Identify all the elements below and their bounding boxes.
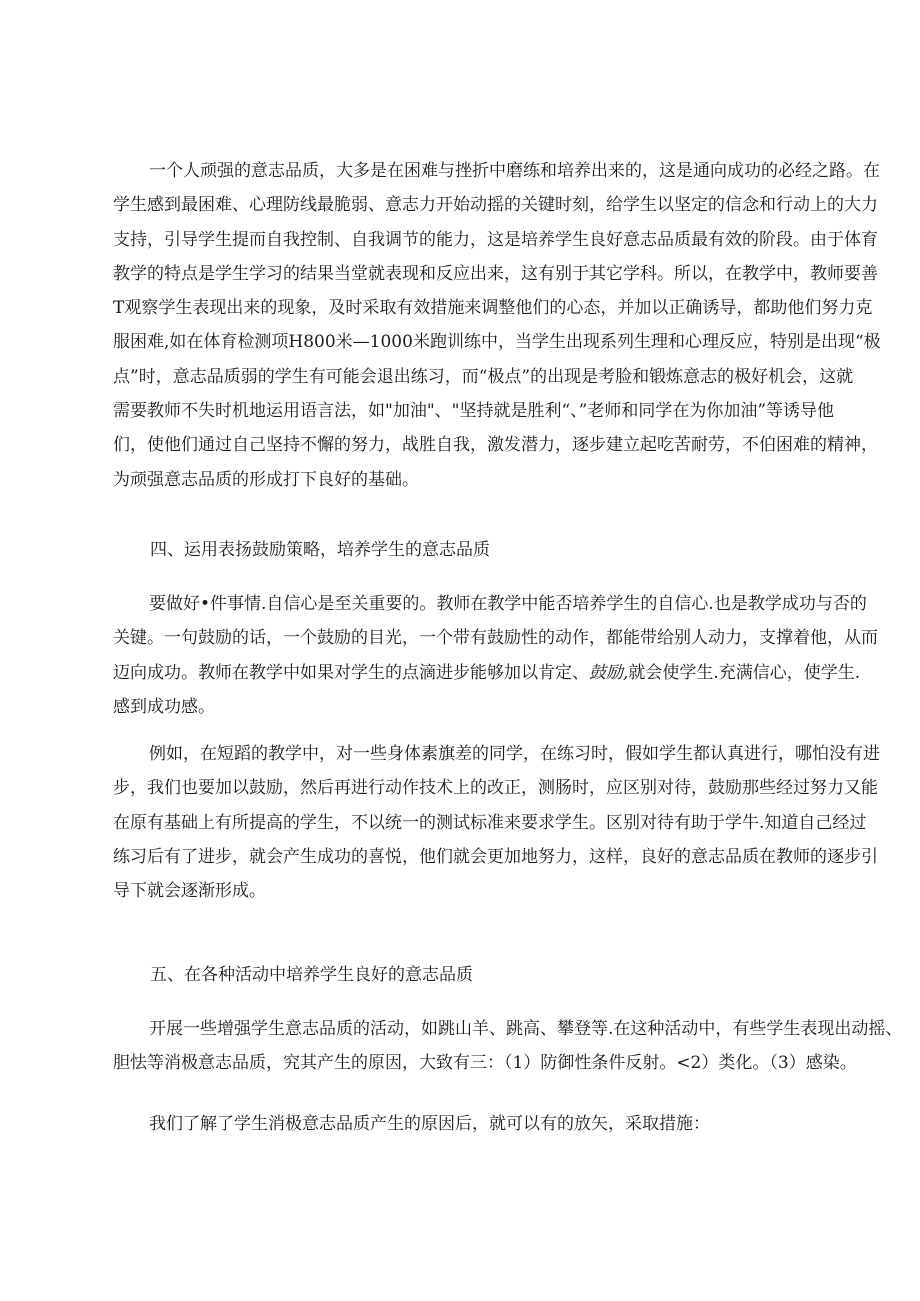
text-line-with-emphasis (113, 656, 861, 690)
paragraph-encouragement (113, 587, 878, 724)
text-line: 关键。一句鼓励的话，一个鼓励的目光，一个带有鼓励性的动作，都能带给别人动力，支撑着他，从而 (113, 628, 878, 649)
text-line: 我们了解了学生消极意志品质产生的原因后，就可以有的放矢，采取措施： (149, 1114, 710, 1134)
text-line: 感到成功感。 (113, 696, 215, 717)
paragraph-measures (113, 1107, 813, 1141)
paragraph-example-sprint (113, 737, 880, 908)
text-line: 在原有基础上有所提高的学生，不以统一的测试标准来要求学生。区别对待有助于学牛.知道自己经过 (113, 812, 867, 833)
text-line: 为顽强意志品质的形成打下良好的基础。 (113, 469, 419, 490)
text-line: 练习后有了进步，就会产生成功的喜悦，他们就会更加地努力，这样，良好的意志品质在教师的逐步引 (113, 846, 878, 867)
emphasized-text: 鼓励, (589, 662, 629, 683)
text-line: 例如，在短蹈的教学中，对一些身体素旗差的同学，在练习时，假如学生都认真进行，哪怕没有进 (149, 744, 880, 764)
text-line: 们，使他们通过自己坚持不懈的努力，战胜自我，激发潜力，逐步建立起吃苦耐劳，不伯困难的精神， (113, 435, 878, 456)
paragraph-willpower-intro (113, 154, 881, 497)
text-line: 点”时，意志品质弱的学生有可能会退出练习，而“极点”的出现是考脸和锻炼意志的极好机会，这就 (113, 366, 854, 387)
text-line: 导下就会逐渐形成。 (113, 881, 266, 902)
section-heading-5: 五、在各种活动中培养学生良好的意志品质 (150, 965, 473, 985)
text-line: 胆怯等消极意志品质，究其产生的原因，大致有三：（1）防御性条件反射。<2）类化。（3）感染。 (113, 1053, 857, 1074)
text-line: 教学的特点是学生学习的结果当堂就表现和反应出来，这有别于其它学科。所以，在教学中，教师要善 (113, 263, 878, 284)
text-line: 服困难,如在体育检测项H800米—1000米跑训练中，当学生出现系列生理和心理反应，特别是出现“极 (113, 332, 881, 353)
text-segment: 迈向成功。教师在教学中如果对学生的点滴进步能够加以肯定、 (113, 662, 589, 683)
text-line: T观察学生表现出来的现象，及时采取有效措施来调整他们的心态，并加以正确诱导，都助他们努力克 (113, 298, 873, 319)
paragraph-activities (113, 1012, 903, 1081)
text-line: 一个人顽强的意志品质，大多是在困难与挫折中磨练和培养出来的，这是通向成功的必经之路。在 (149, 161, 880, 181)
text-line: 开展一些增强学生意志品质的活动，如跳山羊、跳高、攀登等.在这种活动中，有些学生表现出动摇、 (149, 1019, 903, 1039)
text-segment: 就会使学生.充满信心，使学生. (628, 662, 861, 683)
text-line: 需要教师不失时机地运用语言法，如"加油"、"坚持就是胜利“、”老师和同学在为你加油”等诱导他 (113, 401, 835, 422)
section-heading-4: 四、运用表扬鼓励策略，培养学生的意志品质 (150, 540, 490, 560)
text-line: 学生感到最困难、心理防线最脆弱、意志力开始动摇的关键时刻，给学生以坚定的信念和行动上的大力 (113, 195, 878, 216)
text-line: 要做好•件事情.自信心是至关重要的。教师在教学中能否培养学生的自信心.也是教学成功与否的 (149, 594, 867, 614)
text-line: 支持，引导学生提而自我控制、自我调节的能力，这是培养学生良好意志品质最有效的阶段。由于体育 (113, 229, 878, 250)
text-line: 步，我们也要加以鼓励，然后再进行动作技术上的改正，测肠时，应区别对待，鼓励那些经过努力又能 (113, 778, 878, 799)
